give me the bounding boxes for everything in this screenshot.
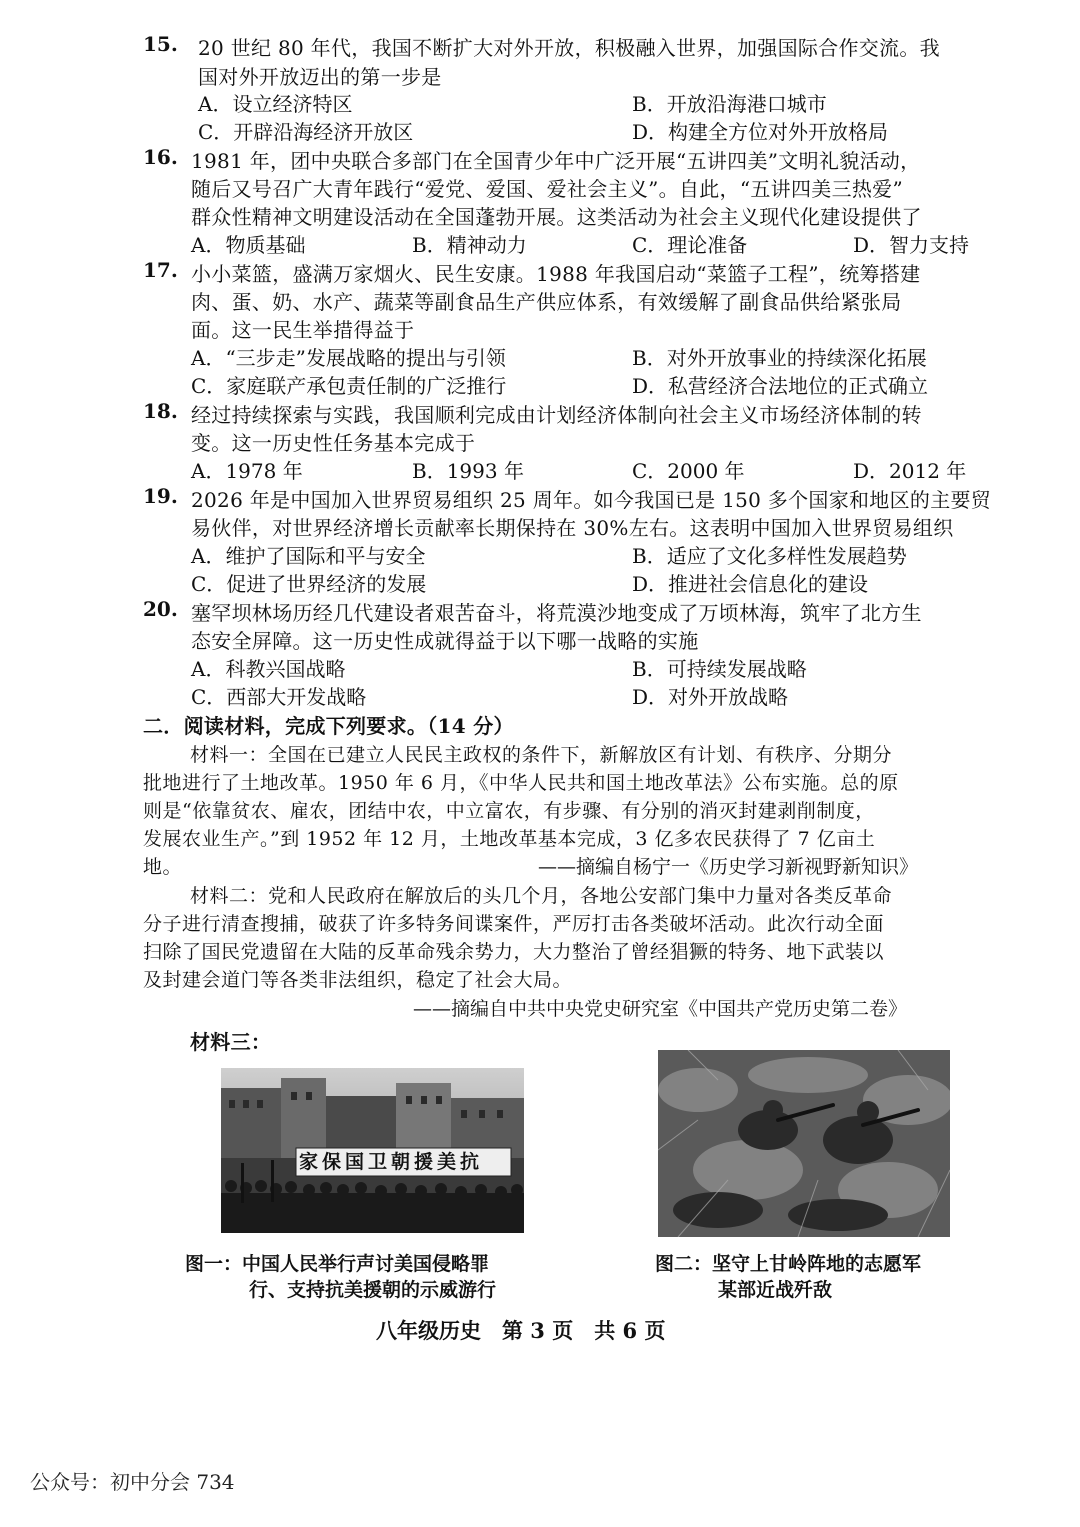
option-d: D．对外开放战略 bbox=[632, 685, 789, 709]
material-text: 材料一：全国在已建立人民民主政权的条件下，新解放区有计划、有秩序、分期分 bbox=[190, 744, 893, 766]
figure-1-photo bbox=[221, 1068, 524, 1233]
question-text: 易伙伴，对世界经济增长贡献率长期保持在 30%左右。这表明中国加入世界贸易组织 bbox=[191, 516, 954, 540]
question-text: 小小菜篮，盛满万家烟火、民生安康。1988 年我国启动“菜篮子工程”，统筹搭建 bbox=[191, 262, 921, 286]
figure-1-banner-text: 家保国卫朝援美抗 bbox=[299, 1151, 484, 1173]
question-text: 面。这一民生举措得益于 bbox=[191, 318, 415, 342]
figure-1-caption: 行、支持抗美援朝的示威游行 bbox=[249, 1279, 497, 1301]
figure-2-photo bbox=[658, 1050, 950, 1237]
material-text: 扫除了国民党遗留在大陆的反革命残余势力，大力整治了曾经猖獗的特务、地下武装以 bbox=[143, 941, 885, 963]
question-text: 1981 年，团中央联合多部门在全国青少年中广泛开展“五讲四美”文明礼貌活动， bbox=[191, 149, 921, 173]
option-b: B．1993 年 bbox=[412, 459, 524, 483]
option-a: A．科教兴国战略 bbox=[191, 657, 346, 681]
question-text: 经过持续探索与实践，我国顺利完成由计划经济体制向社会主义市场经济体制的转 bbox=[191, 403, 922, 427]
question-text: 2026 年是中国加入世界贸易组织 25 周年。如今我国已是 150 多个国家和地区的主要贸 bbox=[191, 488, 992, 512]
material-label: 材料三： bbox=[190, 1030, 272, 1054]
question-text: 随后又号召广大青年践行“爱党、爱国、爱社会主义”。自此，“五讲四美三热爱” bbox=[191, 177, 903, 201]
question-number: 17. bbox=[143, 258, 178, 282]
page-footer: 八年级历史 第 3 页 共 6 页 bbox=[376, 1318, 666, 1343]
figure-2-caption: 图二：坚守上甘岭阵地的志愿军 bbox=[655, 1253, 922, 1275]
section-heading: 二．阅读材料，完成下列要求。（14 分） bbox=[143, 714, 514, 738]
question-text: 肉、蛋、奶、水产、蔬菜等副食品生产供应体系，有效缓解了副食品供给紧张局 bbox=[191, 290, 902, 314]
option-a: A．设立经济特区 bbox=[198, 92, 353, 116]
question-text: 国对外开放迈出的第一步是 bbox=[198, 65, 442, 89]
figure-1-caption: 图一：中国人民举行声讨美国侵略罪 bbox=[185, 1253, 490, 1275]
option-b: B．可持续发展战略 bbox=[632, 657, 807, 681]
option-b: B．适应了文化多样性发展趋势 bbox=[632, 544, 907, 568]
option-b: B．开放沿海港口城市 bbox=[632, 92, 827, 116]
material-text: 材料二：党和人民政府在解放后的头几个月，各地公安部门集中力量对各类反革命 bbox=[190, 885, 893, 907]
option-c: C．西部大开发战略 bbox=[191, 685, 367, 709]
option-d: D．2012 年 bbox=[853, 459, 967, 483]
option-c: C．开辟沿海经济开放区 bbox=[198, 120, 414, 144]
material-text: 及封建会道门等各类非法组织，稳定了社会大局。 bbox=[143, 969, 573, 991]
option-a: A．“三步走”发展战略的提出与引领 bbox=[191, 346, 506, 370]
material-text: 地。 bbox=[143, 856, 183, 878]
question-number: 18. bbox=[143, 399, 178, 423]
question-number: 20. bbox=[143, 597, 178, 621]
option-c: C．2000 年 bbox=[632, 459, 745, 483]
question-text: 态安全屏障。这一历史性成就得益于以下哪一战略的实施 bbox=[191, 629, 699, 653]
option-d: D．私营经济合法地位的正式确立 bbox=[632, 374, 929, 398]
option-b: B．精神动力 bbox=[412, 233, 527, 257]
material-source: ——摘编自杨宁一《历史学习新视野新知识》 bbox=[538, 856, 919, 878]
question-number: 15. bbox=[143, 32, 178, 56]
question-text: 塞罕坝林场历经几代建设者艰苦奋斗，将荒漠沙地变成了万顷林海，筑牢了北方生 bbox=[191, 601, 922, 625]
option-d: D．智力支持 bbox=[853, 233, 970, 257]
material-text: 分子进行清查搜捕，破获了许多特务间谍案件，严厉打击各类破坏活动。此次行动全面 bbox=[143, 913, 885, 935]
material-text: 发展农业生产。”到 1952 年 12 月，土地改革基本完成，3 亿多农民获得了 7 亿亩土 bbox=[143, 828, 876, 850]
question-number: 19. bbox=[143, 484, 178, 508]
option-d: D．推进社会信息化的建设 bbox=[632, 572, 869, 596]
watermark-text: 公众号：初中分会 734 bbox=[30, 1470, 235, 1494]
question-number: 16. bbox=[143, 145, 178, 169]
option-a: A．维护了国际和平与安全 bbox=[191, 544, 426, 568]
material-text: 则是“依靠贫农、雇农，团结中农，中立富农，有步骤、有分别的消灭封建剥削制度， bbox=[143, 800, 875, 822]
option-a: A．1978 年 bbox=[191, 459, 303, 483]
option-c: C．家庭联产承包责任制的广泛推行 bbox=[191, 374, 507, 398]
option-c: C．促进了世界经济的发展 bbox=[191, 572, 427, 596]
figure-2-caption: 某部近战歼敌 bbox=[718, 1279, 833, 1301]
material-text: 批地进行了土地改革。1950 年 6 月，《中华人民共和国土地改革法》公布实施。总的原 bbox=[143, 772, 899, 794]
option-b: B．对外开放事业的持续深化拓展 bbox=[632, 346, 927, 370]
question-text: 20 世纪 80 年代，我国不断扩大对外开放，积极融入世界，加强国际合作交流。我 bbox=[198, 36, 940, 60]
question-text: 变。这一历史性任务基本完成于 bbox=[191, 431, 476, 455]
material-source: ——摘编自中共中央党史研究室《中国共产党历史第二卷》 bbox=[413, 998, 908, 1020]
option-c: C．理论准备 bbox=[632, 233, 748, 257]
option-a: A．物质基础 bbox=[191, 233, 306, 257]
option-d: D．构建全方位对外开放格局 bbox=[632, 120, 889, 144]
question-text: 群众性精神文明建设活动在全国蓬勃开展。这类活动为社会主义现代化建设提供了 bbox=[191, 205, 922, 229]
